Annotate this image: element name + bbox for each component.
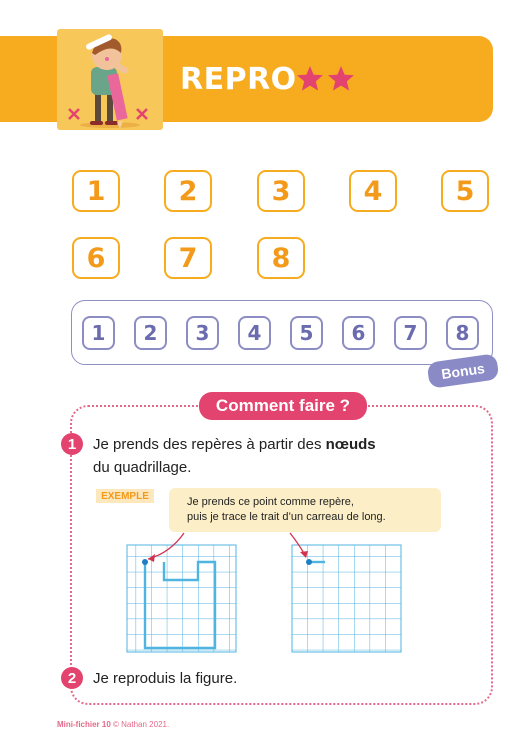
step-2-text: Je reproduis la figure. [93, 670, 238, 687]
bonus-level-8-button[interactable]: 8 [446, 316, 479, 350]
level-4-button[interactable]: 4 [349, 170, 397, 212]
level-8-button[interactable]: 8 [257, 237, 305, 279]
bonus-level-4-button[interactable]: 4 [238, 316, 271, 350]
step-1-text-b: du quadrillage. [93, 459, 192, 476]
level-2-button[interactable]: 2 [164, 170, 212, 212]
bonus-level-2-button[interactable]: 2 [134, 316, 167, 350]
step-1-text-bold: nœuds [325, 436, 376, 453]
footer-copyright: © Nathan 2021. [113, 720, 170, 729]
level-7-button[interactable]: 7 [164, 237, 212, 279]
bonus-level-7-button[interactable]: 7 [394, 316, 427, 350]
bonus-level-6-button[interactable]: 6 [342, 316, 375, 350]
step-2-badge: 2 [61, 667, 83, 689]
level-6-button[interactable]: 6 [72, 237, 120, 279]
step-1-badge: 1 [61, 433, 83, 455]
step-1-text-a: Je prends des repères à partir des [93, 436, 326, 453]
example-grids [120, 525, 420, 655]
step-1-text [93, 433, 376, 479]
level-3-button[interactable]: 3 [257, 170, 305, 212]
how-to-title: Comment faire ? [199, 392, 367, 420]
model-point-icon [142, 559, 148, 565]
bonus-level-1-button[interactable]: 1 [82, 316, 115, 350]
star-icon [328, 66, 354, 91]
level-5-button[interactable]: 5 [441, 170, 489, 212]
bonus-badge: Bonus [427, 353, 500, 388]
difficulty-stars [296, 64, 358, 99]
star-icon [297, 66, 323, 91]
level-1-button[interactable]: 1 [72, 170, 120, 212]
bonus-level-5-button[interactable]: 5 [290, 316, 323, 350]
page-title: REPRO [180, 62, 297, 97]
bonus-level-3-button[interactable]: 3 [186, 316, 219, 350]
callout-line-1: Je prends ce point comme repère, [187, 496, 354, 508]
footer-brand: Mini-fichier 10 [57, 720, 111, 729]
copy-point-icon [306, 559, 312, 565]
footer [57, 720, 169, 729]
mascot-image [57, 29, 163, 130]
callout-line-2: puis je trace le trait d’un carreau de long. [187, 511, 386, 523]
exemple-label: EXEMPLE [96, 489, 154, 503]
